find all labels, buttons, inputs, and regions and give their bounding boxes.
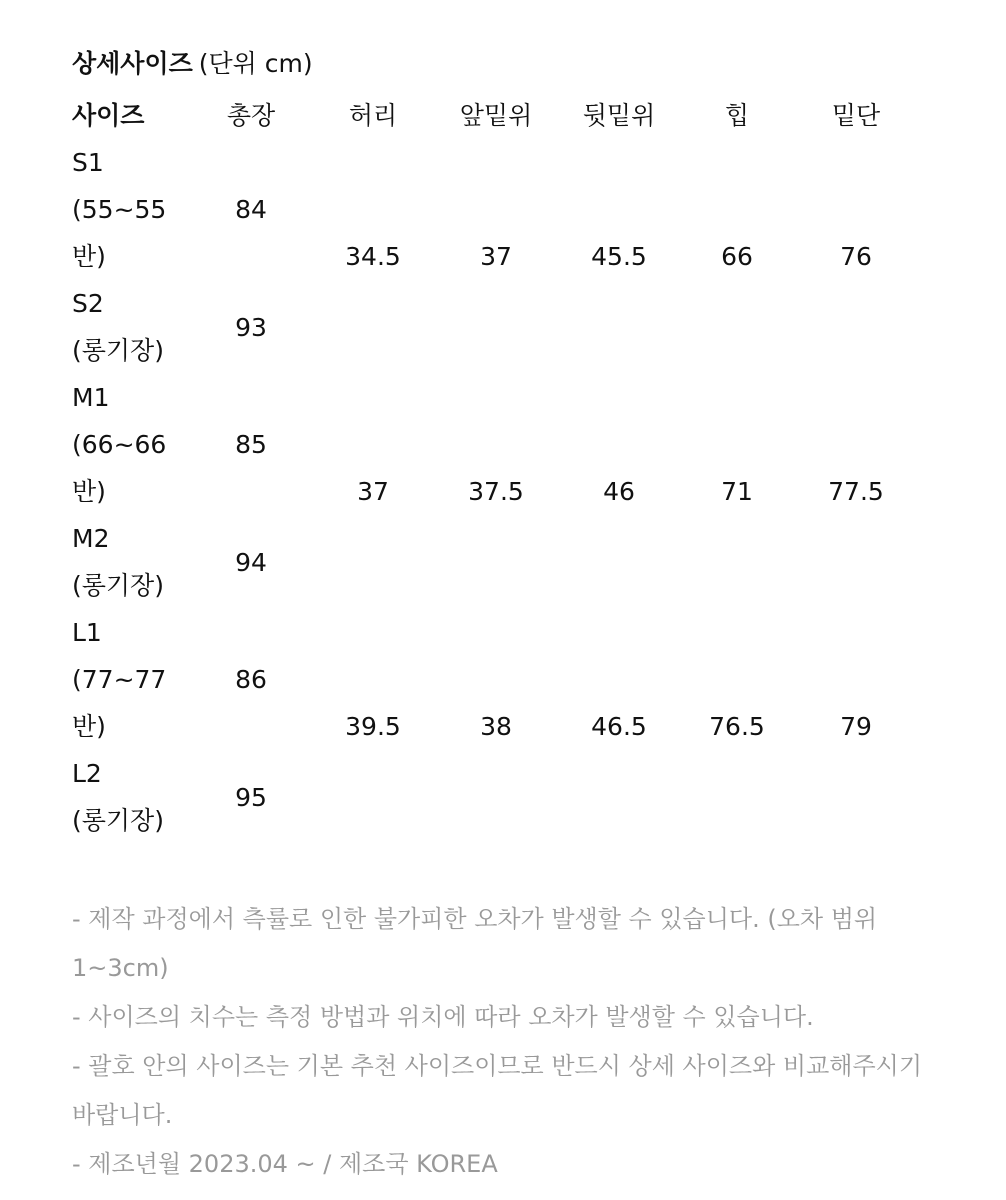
header-hip: 힙 bbox=[724, 101, 750, 130]
waist-value: 39.5 bbox=[345, 712, 401, 741]
back-rise-value: 46 bbox=[603, 477, 635, 506]
size-name: M2 (롱기장) bbox=[72, 524, 164, 600]
note-measurement: - 사이즈의 치수는 측정 방법과 위치에 따라 오차가 발생할 수 있습니다. bbox=[72, 1003, 814, 1031]
size-table bbox=[72, 92, 918, 844]
header-front-rise: 앞밑위 bbox=[459, 101, 533, 130]
header-hem: 밑단 bbox=[831, 101, 881, 130]
size-name: L2 (롱기장) bbox=[72, 759, 164, 835]
title-unit: (단위 cm) bbox=[198, 49, 313, 78]
hem-value: 79 bbox=[840, 712, 872, 741]
hem-value: 76 bbox=[840, 242, 872, 271]
header-back-rise: 뒷밑위 bbox=[582, 101, 656, 130]
page-title bbox=[72, 46, 313, 82]
front-rise-value: 37.5 bbox=[468, 477, 524, 506]
total-length-value: 85 bbox=[235, 430, 267, 459]
hip-value: 66 bbox=[721, 242, 753, 271]
size-name: M1 (66~66 반) bbox=[72, 383, 167, 506]
total-length-value: 93 bbox=[235, 312, 267, 342]
hip-value: 71 bbox=[721, 477, 753, 506]
front-rise-value: 37 bbox=[480, 242, 512, 271]
size-name: S2 (롱기장) bbox=[72, 289, 164, 365]
hip-value: 76.5 bbox=[709, 712, 765, 741]
note-manufacture-info: - 제조년월 2023.04 ~ / 제조국 KOREA bbox=[72, 1150, 498, 1178]
header-total-length: 총장 bbox=[226, 101, 276, 130]
total-length-value: 94 bbox=[235, 547, 267, 577]
header-size: 사이즈 bbox=[72, 101, 145, 130]
waist-value: 34.5 bbox=[345, 242, 401, 271]
total-length-value: 95 bbox=[235, 782, 267, 812]
hem-value: 77.5 bbox=[828, 477, 884, 506]
table-header-row bbox=[72, 92, 918, 139]
front-rise-value: 38 bbox=[480, 712, 512, 741]
total-length-value: 84 bbox=[235, 195, 267, 224]
note-recommended-size: - 괄호 안의 사이즈는 기본 추천 사이즈이므로 반드시 상세 사이즈와 비교해주시기 바랍니다. bbox=[72, 1052, 923, 1129]
table-row bbox=[72, 139, 918, 280]
table-row bbox=[72, 609, 918, 750]
waist-value: 37 bbox=[357, 477, 389, 506]
notes-section bbox=[72, 895, 932, 1189]
total-length-value: 86 bbox=[235, 665, 267, 694]
back-rise-value: 45.5 bbox=[591, 242, 647, 271]
table-row bbox=[72, 374, 918, 515]
size-name: S1 (55~55 반) bbox=[72, 148, 167, 271]
back-rise-value: 46.5 bbox=[591, 712, 647, 741]
note-tolerance: - 제작 과정에서 측률로 인한 불가피한 오차가 발생할 수 있습니다. (오차 범위 1~3cm) bbox=[72, 905, 878, 982]
size-name: L1 (77~77 반) bbox=[72, 618, 167, 741]
title-main: 상세사이즈 bbox=[72, 49, 193, 78]
header-waist: 허리 bbox=[348, 101, 398, 130]
